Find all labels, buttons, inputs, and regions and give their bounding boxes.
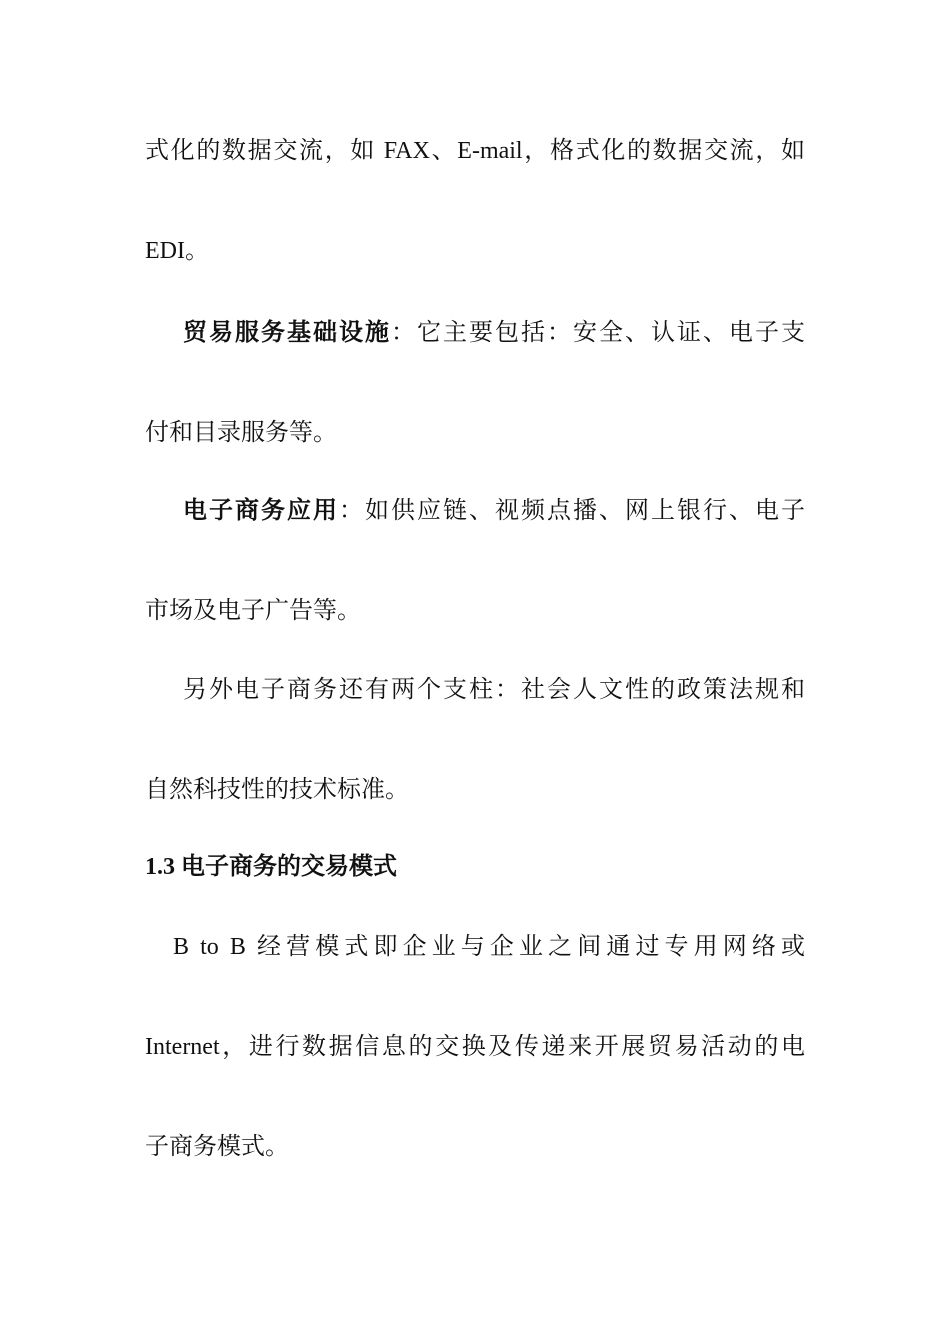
paragraph-line: 另外电子商务还有两个支柱：社会人文性的政策法规和 <box>183 677 805 703</box>
paragraph-text: ：它主要包括：安全、认证、电子支 <box>391 320 805 346</box>
paragraph-line: 市场及电子广告等。 <box>145 598 361 624</box>
paragraph-line: 付和目录服务等。 <box>145 420 337 446</box>
paragraph-line: Internet，进行数据信息的交换及传递来开展贸易活动的电 <box>145 1034 805 1060</box>
paragraph-line: 自然科技性的技术标准。 <box>145 777 409 803</box>
paragraph-line <box>183 496 805 526</box>
paragraph-line: EDI。 <box>145 238 209 264</box>
paragraph-text: ：如供应链、视频点播、网上银行、电子 <box>339 498 805 524</box>
paragraph-line: 子商务模式。 <box>145 1134 289 1160</box>
paragraph-line <box>183 318 805 348</box>
paragraph-line: 式化的数据交流，如 FAX、E-mail，格式化的数据交流，如 <box>145 138 805 164</box>
section-heading: 1.3 电子商务的交易模式 <box>145 854 397 880</box>
paragraph-line: B to B 经营模式即企业与企业之间通过专用网络或 <box>173 934 805 960</box>
term-trade-infrastructure: 贸易服务基础设施 <box>183 320 391 346</box>
term-ecommerce-application: 电子商务应用 <box>183 498 339 524</box>
